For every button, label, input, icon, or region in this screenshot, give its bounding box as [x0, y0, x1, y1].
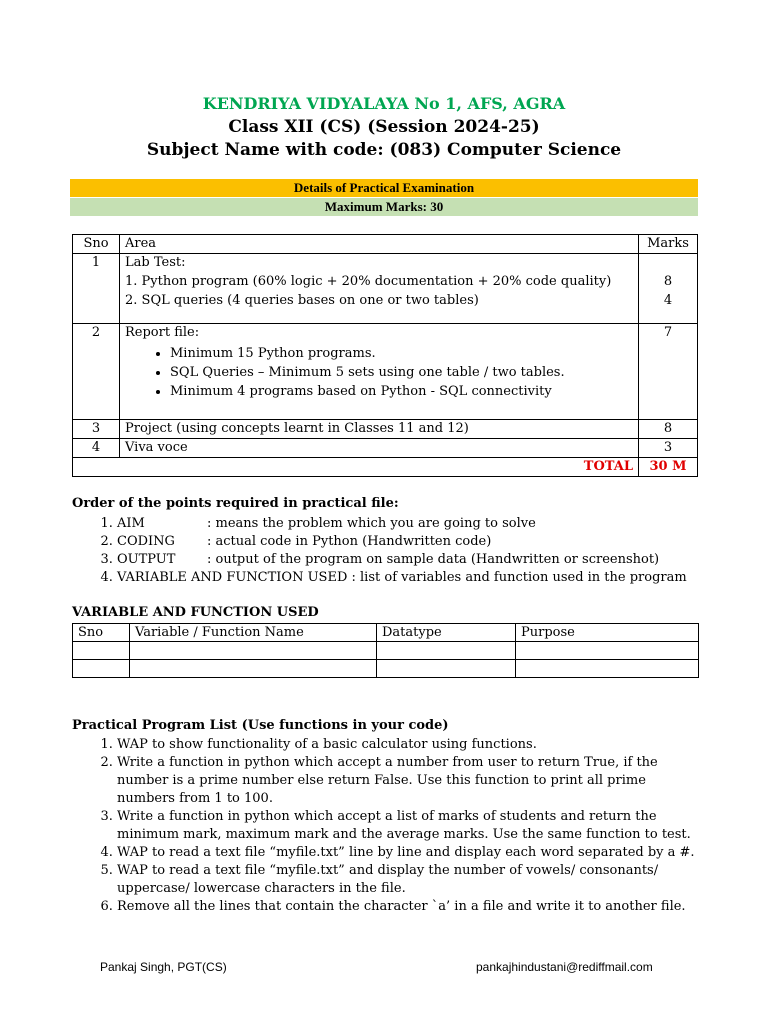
- table-row: [73, 254, 698, 324]
- list-item: 3. Write a function in python which accept a list of marks of students and return the minimum mark, maximum mark and the average marks. Use the same function to test.: [117, 808, 701, 844]
- variable-table: [72, 623, 699, 678]
- list-item: 5. WAP to read a text file “myfile.txt” and display the number of vowels/ consonants/ uppercase/ lowercase characters in the file.: [117, 862, 701, 898]
- header-marks: Marks: [639, 235, 698, 254]
- total-label: TOTAL: [73, 458, 639, 477]
- row1-marks: [639, 254, 698, 324]
- row1-line2: 2. SQL queries (4 queries bases on one or two tables): [125, 293, 479, 308]
- order-desc: : output of the program on sample data (Handwritten or screenshot): [207, 552, 660, 567]
- order-desc: : actual code in Python (Handwritten code): [207, 534, 492, 549]
- row2-title: Report file:: [125, 325, 200, 340]
- list-item: 6. Remove all the lines that contain the character `a’ in a file and write it to another file.: [117, 898, 701, 916]
- var-section-title: VARIABLE AND FUNCTION USED: [72, 605, 319, 620]
- program-list-title: Practical Program List (Use functions in your code): [72, 718, 449, 733]
- total-row: [73, 458, 698, 477]
- list-item: 4. WAP to read a text file “myfile.txt” line by line and display each word separated by a #.: [117, 844, 701, 862]
- table-row: [73, 324, 698, 420]
- var-header-purpose: Purpose: [516, 624, 699, 642]
- footer-author: Pankaj Singh, PGT(CS): [100, 960, 227, 974]
- header-area: Area: [120, 235, 639, 254]
- program-list: [72, 736, 701, 916]
- var-header-sno: Sno: [73, 624, 130, 642]
- table-row: [73, 660, 699, 678]
- row2-area: [120, 324, 639, 420]
- subject-name: Subject Name with code: (083) Computer Science: [146, 140, 622, 160]
- row3-marks: 8: [639, 420, 698, 439]
- table-header-row: [73, 624, 699, 642]
- order-desc: VARIABLE AND FUNCTION USED : list of variables and function used in the program: [117, 570, 687, 585]
- order-label: OUTPUT: [117, 552, 176, 567]
- table-row: [73, 642, 699, 660]
- footer-email: pankajhindustani@rediffmail.com: [476, 960, 653, 974]
- table-header-row: [73, 235, 698, 254]
- order-label: AIM: [117, 516, 145, 531]
- list-item: [117, 569, 757, 587]
- table-row: [73, 439, 698, 458]
- list-item: • Minimum 15 Python programs.: [170, 344, 633, 363]
- list-item: [117, 533, 757, 551]
- header-sno: Sno: [73, 235, 120, 254]
- var-header-name: Variable / Function Name: [130, 624, 377, 642]
- list-item: [117, 515, 757, 533]
- row1-title: Lab Test:: [125, 255, 186, 270]
- row1-area: [120, 254, 639, 324]
- table-row: [73, 420, 698, 439]
- max-marks-band: Maximum Marks: 30: [70, 198, 698, 216]
- row3-area: Project (using concepts learnt in Classes 11 and 12): [120, 420, 639, 439]
- school-name: KENDRIYA VIDYALAYA No 1, AFS, AGRA: [202, 94, 566, 113]
- row4-sno: 4: [73, 439, 120, 458]
- list-item: • SQL Queries – Minimum 5 sets using one table / two tables.: [170, 363, 633, 382]
- order-title: Order of the points required in practical file:: [72, 496, 399, 511]
- order-list: [72, 515, 757, 587]
- row2-marks: 7: [639, 324, 698, 420]
- details-band: Details of Practical Examination: [70, 179, 698, 197]
- row1-marks2: 4: [663, 293, 673, 308]
- list-item: 2. Write a function in python which accept a number from user to return True, if the number is a prime number else return False. Use this function to print all prime numbers from 1 to 100.: [117, 754, 701, 808]
- order-desc: : means the problem which you are going to solve: [207, 516, 536, 531]
- row2-sno: 2: [73, 324, 120, 420]
- row2-bullet-list: [125, 344, 633, 401]
- list-item: [117, 551, 757, 569]
- row4-area: Viva voce: [120, 439, 639, 458]
- row1-sno: 1: [73, 254, 120, 324]
- row4-marks: 3: [639, 439, 698, 458]
- marks-table: [72, 234, 698, 477]
- var-header-datatype: Datatype: [377, 624, 516, 642]
- class-session: Class XII (CS) (Session 2024-25): [228, 117, 540, 137]
- row3-sno: 3: [73, 420, 120, 439]
- row1-marks1: 8: [663, 274, 673, 289]
- row1-line1: 1. Python program (60% logic + 20% documentation + 20% code quality): [125, 274, 612, 289]
- list-item: 1. WAP to show functionality of a basic calculator using functions.: [117, 736, 701, 754]
- list-item: • Minimum 4 programs based on Python - SQL connectivity: [170, 382, 633, 401]
- order-label: CODING: [117, 534, 175, 549]
- total-value: 30 M: [639, 458, 698, 477]
